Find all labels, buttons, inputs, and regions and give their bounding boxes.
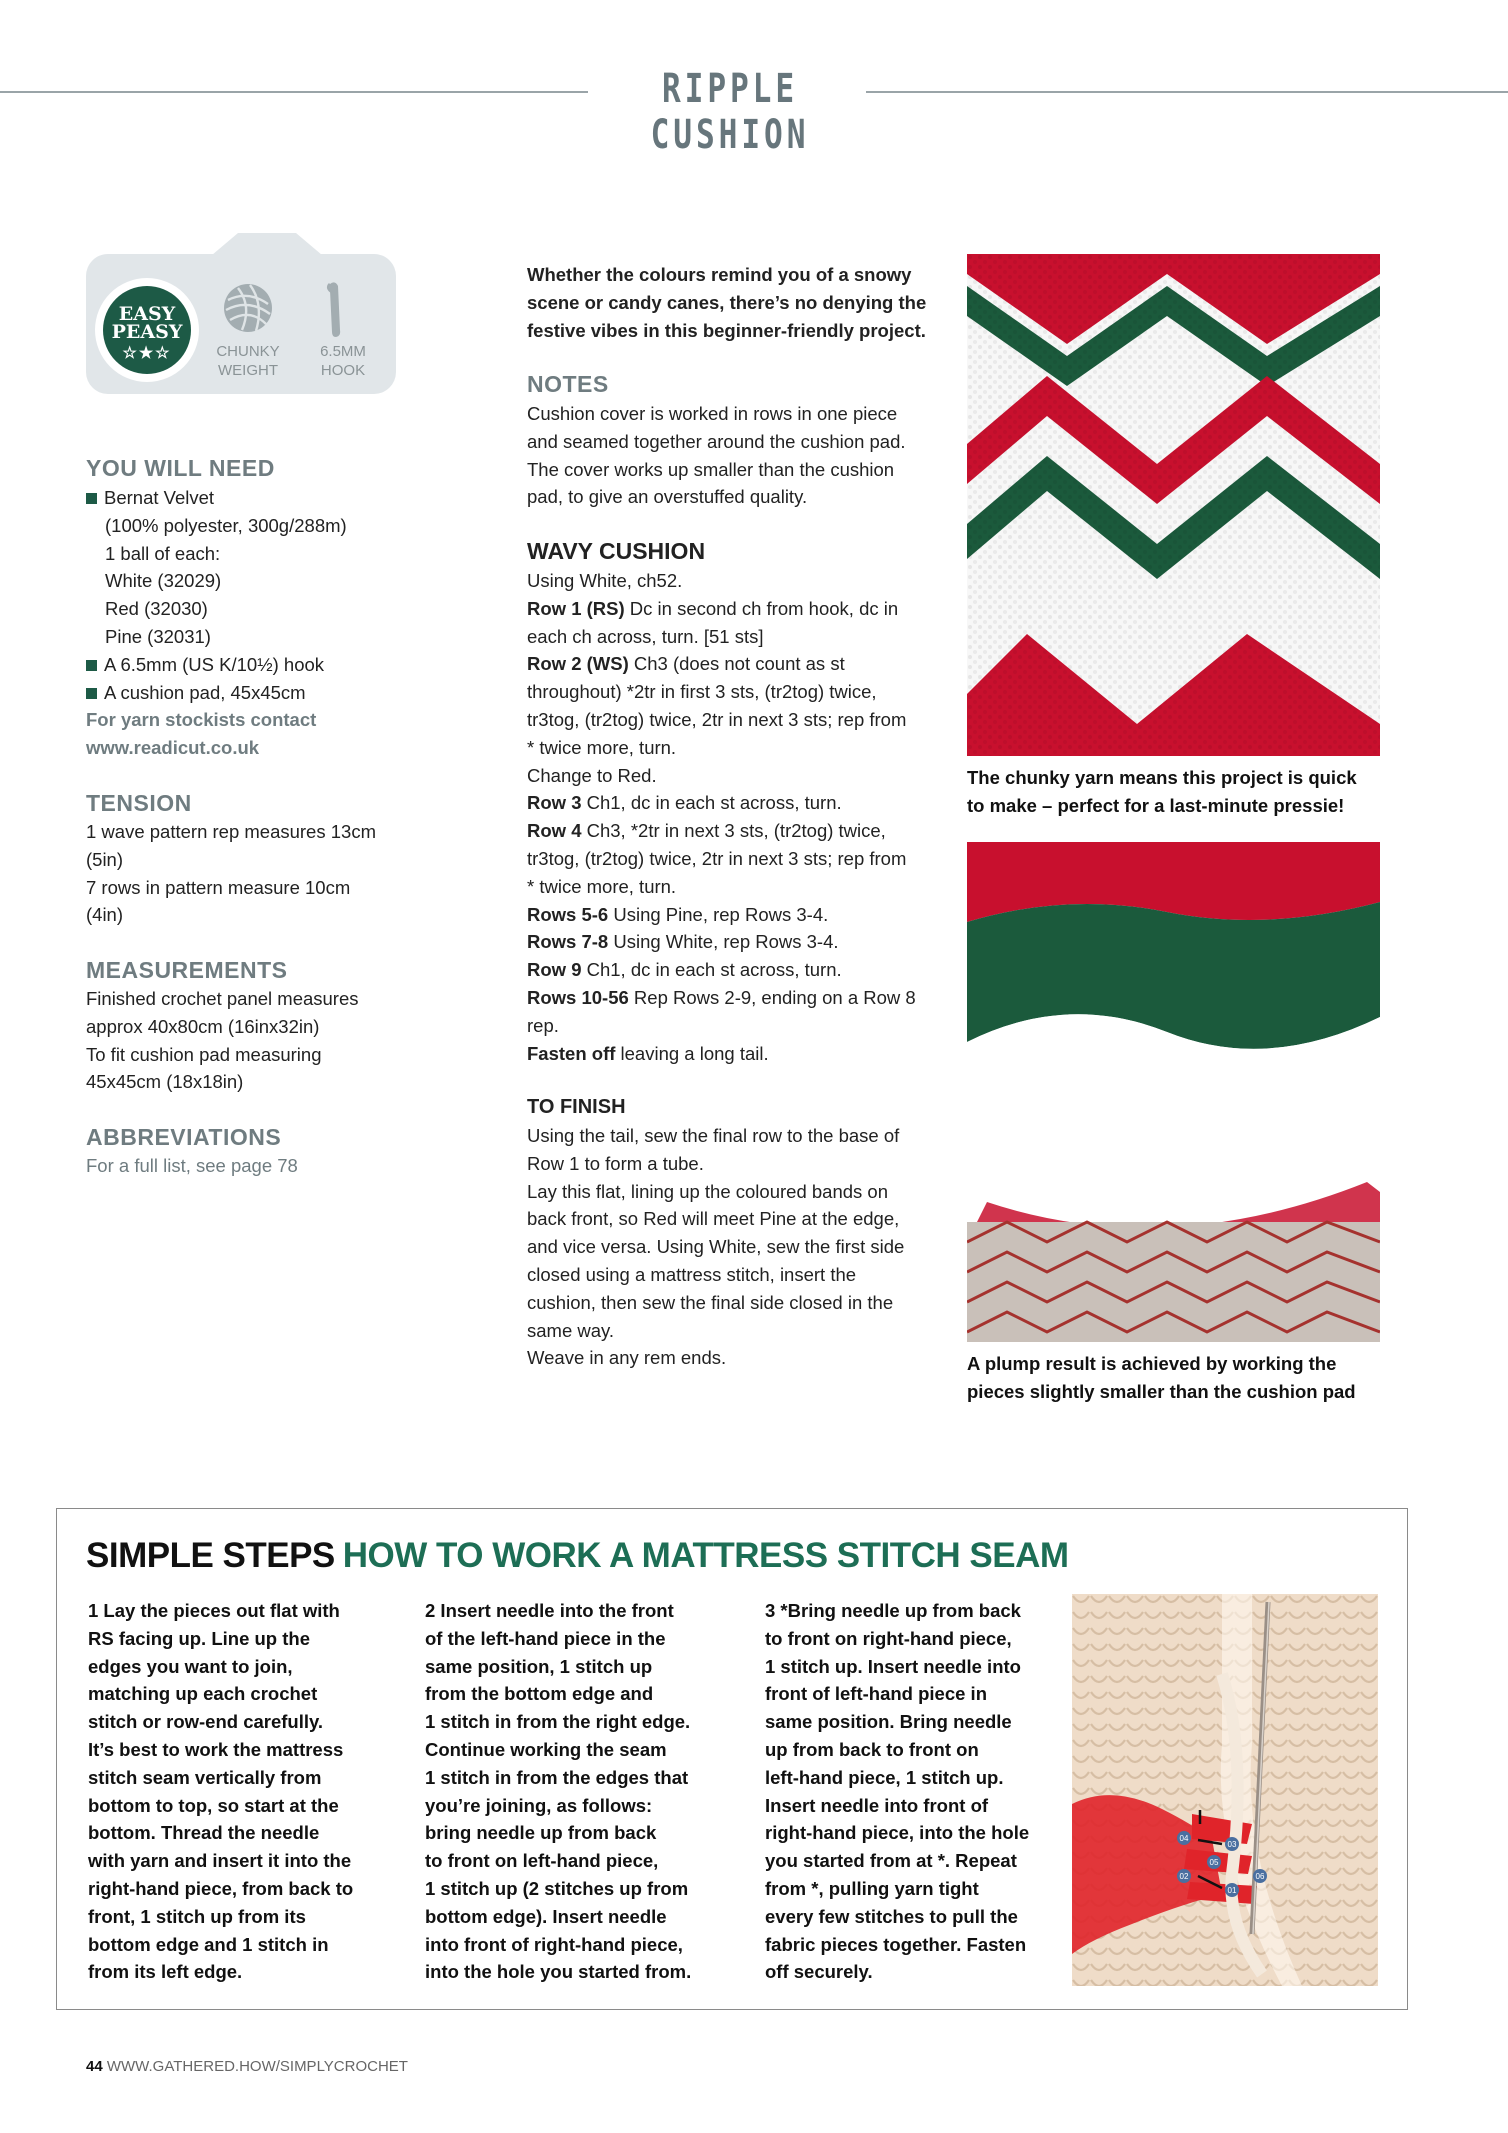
stockist-link[interactable]: www.readicut.co.uk xyxy=(86,737,260,759)
tension-text: 1 wave pattern rep measures 13cm (5in) 7 rows in pattern measure 10cm (4in) xyxy=(86,821,376,926)
mattress-stitch-photo xyxy=(1072,1594,1378,1986)
yarn-color-item: White (32029) xyxy=(105,570,222,592)
bullet-icon xyxy=(86,688,97,699)
measurements-text: Finished crochet panel measures approx 40x80cm (16inx32in) To fit cushion pad measuring 45x45cm (18x18in) xyxy=(86,988,359,1093)
wavy-cushion-heading: WAVY CUSHION xyxy=(527,538,706,564)
ripple-cushion-photo-plump xyxy=(967,842,1380,1342)
simple-steps-title: SIMPLE STEPS HOW TO WORK A MATTRESS STITCH SEAM xyxy=(86,1536,1069,1575)
list-item: Bernat Velvet xyxy=(86,484,426,512)
intro-text: Whether the colours remind you of a snowy scene or candy canes, there’s no denying the festive vibes in this beginner-friendly project. xyxy=(527,264,927,341)
step-1: 1 Lay the pieces out flat with RS facing up. Line up the edges you want to join, matching up each crochet stitch or row-end carefully. It’s best to work the mattress stitch seam vertically from bottom to top, so start at the bottom. Thread the needle with yarn and insert it into the right-hand piece, from back to front, 1 stitch up from its bottom edge and 1 stitch in from its left edge. xyxy=(88,1600,354,1983)
footer-url[interactable]: WWW.GATHERED.HOW/SIMPLYCROCHET xyxy=(106,2058,408,2075)
svg-text:01: 01 xyxy=(1227,1886,1237,1895)
to-finish-heading: TO FINISH xyxy=(527,1096,626,1118)
header-rule-left xyxy=(0,91,588,93)
bullet-icon xyxy=(86,660,97,671)
list-item: A cushion pad, 45x45cm xyxy=(86,679,426,707)
bullet-icon xyxy=(86,493,97,504)
stockist-text: For yarn stockists contact xyxy=(86,709,317,731)
svg-text:04: 04 xyxy=(1179,1834,1189,1843)
yarn-color-item: Red (32030) xyxy=(105,598,208,620)
difficulty-line1: EASY xyxy=(118,303,176,325)
step-2: 2 Insert needle into the front of the left-hand piece in the same position, 1 stitch up from the bottom edge and 1 stitch in from the right edge. Continue working the seam 1 stitch in from the edges that you’re joining, as follows: bring needle up from back to front on left-hand piece, 1 stitch up (2 stitches up from bottom edge). Insert needle into front of right-hand piece, into the hole you started from. xyxy=(425,1600,692,1983)
page-footer xyxy=(86,2058,408,2075)
notes-heading: NOTES xyxy=(527,371,609,397)
tension-heading: TENSION xyxy=(86,790,192,816)
measurements-heading: MEASUREMENTS xyxy=(86,957,288,983)
step-marker xyxy=(1177,1831,1191,1845)
header-rule-right xyxy=(866,91,1508,93)
photo-caption-1: The chunky yarn means this project is quick to make – perfect for a last-minute pressie! xyxy=(967,767,1357,816)
page-title: RIPPLE CUSHION xyxy=(650,66,810,158)
ripple-cushion-photo-flat xyxy=(967,254,1380,756)
svg-text:02: 02 xyxy=(1179,1872,1189,1881)
hook-size-label: 6.5MM HOOK xyxy=(320,343,366,379)
yarn-weight-label: CHUNKY WEIGHT xyxy=(216,343,280,379)
pattern-instructions: Using White, ch52. Row 1 (RS) Dc in second ch from hook, dc in each ch across, turn. [51 sts] Row 2 (WS) Ch3 (does not count as st throughout) *2tr in first 3 sts, (tr2tog) twice, tr3tog, (tr2tog) twice, 2tr in next 3 sts; rep from * twice more, turn. Change to Red. Row 3 Ch1, dc in each st across, turn. Row 4 Ch3, *2tr in next 3 sts, (tr2tog) twice, tr3tog, (tr2tog) twice, 2tr in next 3 sts; rep from * twice more, turn. Rows 5-6 Using Pine, rep Rows 3-4. Rows 7-8 Using White, rep Rows 3-4. Row 9 Ch1, dc in each st across, turn. Rows 10-56 Rep Rows 2-9, ending on a Row 8 rep. Fasten off leaving a long tail. xyxy=(527,570,916,1064)
difficulty-line2: PEASY xyxy=(111,321,183,343)
notes-text: Cushion cover is worked in rows in one piece and seamed together around the cushion pad. The cover works up smaller than the cushion pad, to give an overstuffed quality. xyxy=(527,403,906,508)
step-marker xyxy=(1177,1869,1191,1883)
difficulty-badge xyxy=(95,278,199,382)
materials-list: Bernat Velvet (100% polyester, 300g/288m) 1 ball of each: White (32029) Red (32030) Pine (32031) A 6.5mm (US K/10½) hook A cushion pad, 45x45cm For yarn stockists contact www.readicut.co.uk xyxy=(86,484,426,762)
crochet-hook-icon xyxy=(320,280,350,340)
svg-text:03: 03 xyxy=(1227,1840,1237,1849)
svg-text:05: 05 xyxy=(1209,1858,1219,1867)
svg-text:06: 06 xyxy=(1255,1872,1265,1881)
photo-caption-2: A plump result is achieved by working the pieces slightly smaller than the cushion pad xyxy=(967,1353,1356,1402)
abbreviations-heading: ABBREVIATIONS xyxy=(86,1124,282,1150)
yarn-ball-icon xyxy=(222,282,274,334)
step-marker xyxy=(1253,1869,1267,1883)
page-number: 44 xyxy=(86,2058,103,2075)
finish-instructions: Using the tail, sew the final row to the base of Row 1 to form a tube. Lay this flat, lining up the coloured bands on back front, so Red will meet Pine at the edge, and vice versa. Using White, sew the first side closed using a mattress stitch, insert the cushion, then sew the final side closed in the same way. Weave in any rem ends. xyxy=(527,1125,905,1369)
badge-panel-tab xyxy=(212,233,322,255)
step-3: 3 *Bring needle up from back to front on right-hand piece, 1 stitch up. Insert needle into front of left-hand piece in same position. Bring needle up from back to front on left-hand piece, 1 stitch up. Insert needle into front of right-hand piece, into the hole you started from at *. Repeat from *, pulling yarn tight every few stitches to pull the fabric pieces together. Fasten off securely. xyxy=(765,1600,1030,1983)
yarn-color-item: Pine (32031) xyxy=(105,625,211,647)
step-marker xyxy=(1207,1855,1221,1869)
you-will-need-heading: YOU WILL NEED xyxy=(86,455,275,481)
step-marker xyxy=(1225,1837,1239,1851)
difficulty-stars-icon: ☆★☆ xyxy=(122,343,172,362)
abbreviations-text: For a full list, see page 78 xyxy=(86,1155,298,1176)
list-item: A 6.5mm (US K/10½) hook xyxy=(86,651,426,679)
step-marker xyxy=(1225,1883,1239,1897)
